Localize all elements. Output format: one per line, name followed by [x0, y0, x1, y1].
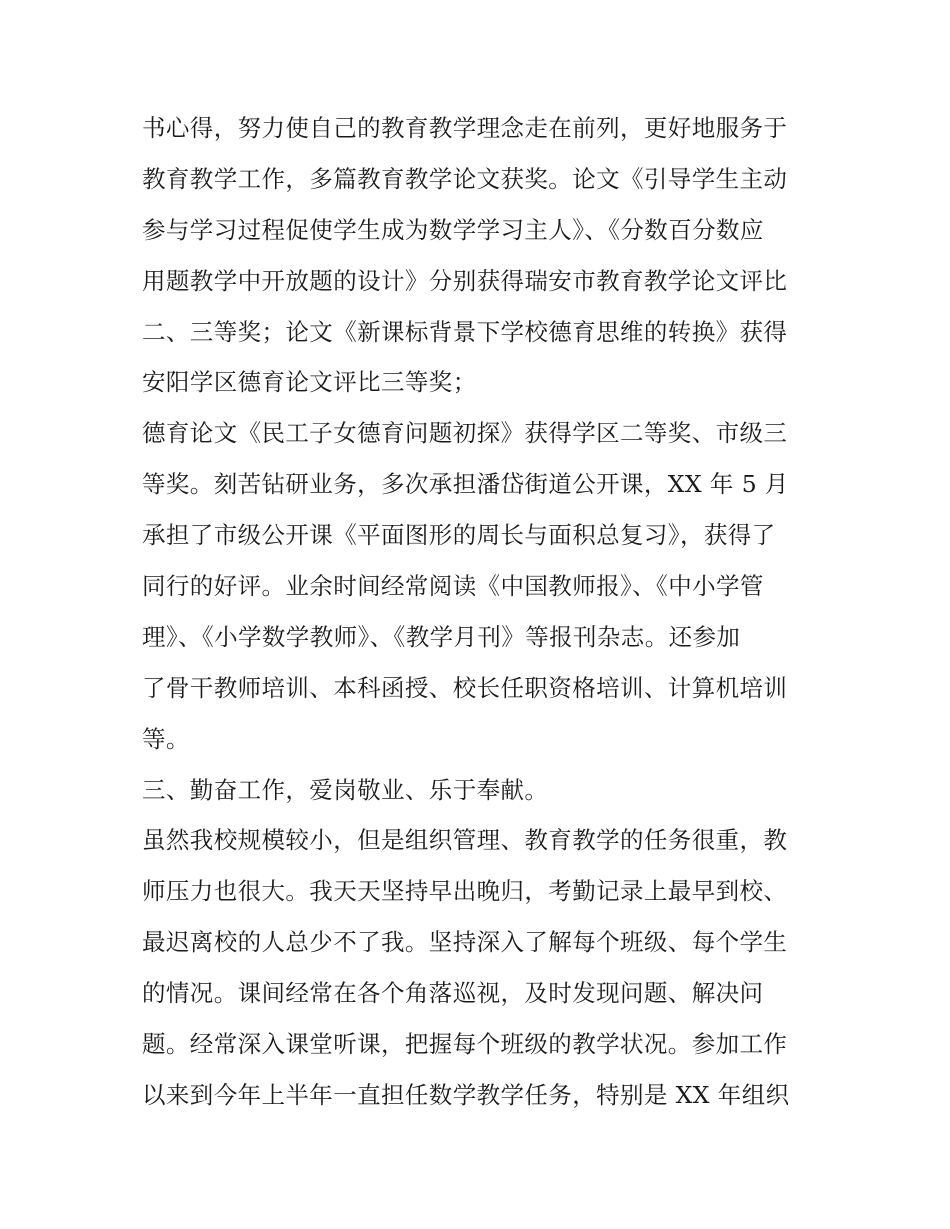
text-line: 二、三等奖；论文《新课标背景下学校德育思维的转换》获得 [142, 317, 788, 346]
text-line: 等奖。刻苦钻研业务，多次承担潘岱街道公开课，XX 年 5 月 [142, 470, 789, 499]
text-line: 参与学习过程促使学生成为数学学习主人》、《分数百分数应 [142, 215, 764, 244]
text-line: 题。经常深入课堂听课，把握每个班级的教学状况。参加工作 [142, 1030, 788, 1059]
text-line: 教育教学工作，多篇教育教学论文获奖。论文《引导学生主动 [142, 164, 788, 193]
text-line: 师压力也很大。我天天坚持早出晚归，考勤记录上最早到校、 [142, 877, 788, 906]
text-line: 理》、《小学数学教师》、《教学月刊》等报刊杂志。还参加 [142, 622, 741, 651]
text-line: 虽然我校规模较小，但是组织管理、教育教学的任务很重，教 [142, 826, 788, 855]
text-line: 用题教学中开放题的设计》分别获得瑞安市教育教学论文评比 [142, 266, 788, 295]
section-heading: 三、勤奋工作，爱岗敬业、乐于奉献。 [142, 775, 549, 804]
text-line: 最迟离校的人总少不了我。坚持深入了解每个班级、每个学生 [142, 928, 788, 957]
text-line: 等。 [142, 724, 190, 753]
text-line: 的情况。课间经常在各个角落巡视，及时发现问题、解决问 [142, 979, 764, 1008]
text-line: 承担了市级公开课《平面图形的周长与面积总复习》，获得了 [142, 521, 776, 550]
text-line: 同行的好评。业余时间经常阅读《中国教师报》、《中小学管 [142, 572, 764, 601]
text-line: 以来到今年上半年一直担任数学教学任务，特别是 XX 年组织 [142, 1080, 790, 1109]
text-line: 书心得，努力使自己的教育教学理念走在前列，更好地服务于 [142, 114, 788, 142]
text-line: 德育论文《民工子女德育问题初探》获得学区二等奖、市级三 [142, 419, 788, 448]
text-line: 了骨干教师培训、本科函授、校长任职资格培训、计算机培训 [142, 673, 788, 702]
text-line: 安阳学区德育论文评比三等奖； [142, 368, 477, 397]
document-body-text [142, 103, 822, 1121]
